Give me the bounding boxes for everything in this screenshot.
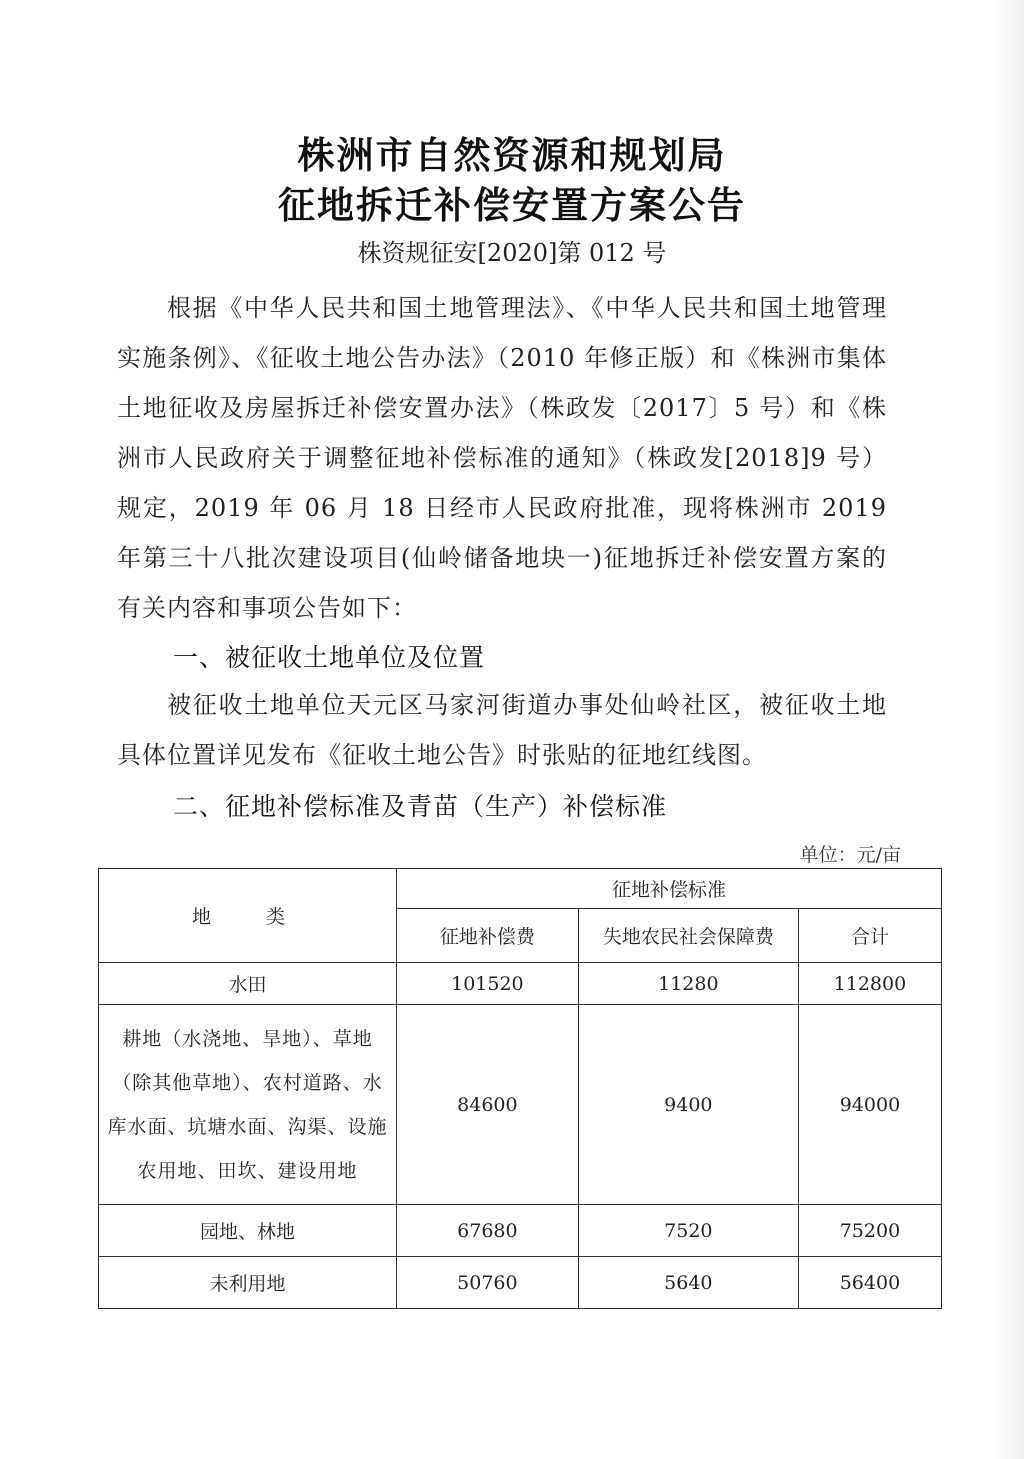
intro-paragraph: 根据《中华人民共和国土地管理法》、《中华人民共和国土地管理实施条例》、《征收土地公告办法》（2010 年修正版）和《株洲市集体土地征收及房屋拆迁补偿安置办法》（株政发〔2017〕5 号）和《株洲市人民政府关于调整征地补偿标准的通知》（株政发[2018]9 号）规定，2019 年 06 月 18 日经市人民政府批准，现将株洲市 2019 年第三十八批次建设项目(仙岭储备地块一)征地拆迁补偿安置方案的有关内容和事项公告如下： [117,294,887,622]
cell-social-security: 11280 [578,963,798,1005]
cell-comp-fee: 101520 [396,963,578,1005]
header-comp-fee: 征地补偿费 [396,909,578,963]
section-1-body [117,680,887,780]
title-line-2: 征地拆迁补偿安置方案公告 [278,184,746,227]
cell-land-type: 未利用地 [99,1257,397,1309]
cell-social-security: 5640 [578,1257,798,1309]
section-1-heading: 一、被征收土地单位及位置 [173,643,486,672]
cell-social-security: 9400 [578,1005,798,1205]
cell-comp-fee: 84600 [396,1005,578,1205]
header-compensation-standard: 征地补偿标准 [396,869,941,909]
cell-total: 94000 [798,1005,941,1205]
table-row [99,1257,942,1309]
unit-note: 单位：元/亩 [799,844,901,866]
header-social-security: 失地农民社会保障费 [578,909,798,963]
table-header-row [99,869,942,909]
table-row [99,1205,942,1257]
table-row [99,963,942,1005]
cell-comp-fee: 50760 [396,1257,578,1309]
document-number: 株资规征安[2020]第 012 号 [357,239,667,267]
cell-total: 56400 [798,1257,941,1309]
table-row [99,1005,942,1205]
cell-land-type: 水田 [99,963,397,1005]
header-land-type: 地 类 [99,869,397,963]
cell-social-security: 7520 [578,1205,798,1257]
title-line-1: 株洲市自然资源和规划局 [297,134,727,177]
header-total: 合计 [798,909,941,963]
cell-comp-fee: 67680 [396,1205,578,1257]
compensation-table [98,868,942,1309]
section-1-paragraph: 被征收土地单位天元区马家河街道办事处仙岭社区，被征收土地具体位置详见发布《征收土地公告》时张贴的征地红线图。 [117,691,887,769]
intro-section [117,283,887,633]
cell-total: 75200 [798,1205,941,1257]
cell-land-type: 耕地（水浇地、旱地）、草地（除其他草地）、农村道路、水库水面、坑塘水面、沟渠、设施农用地、田坎、建设用地 [99,1005,397,1205]
section-2-heading: 二、征地补偿标准及青苗（生产）补偿标准 [173,792,668,821]
cell-total: 112800 [798,963,941,1005]
cell-land-type: 园地、林地 [99,1205,397,1257]
